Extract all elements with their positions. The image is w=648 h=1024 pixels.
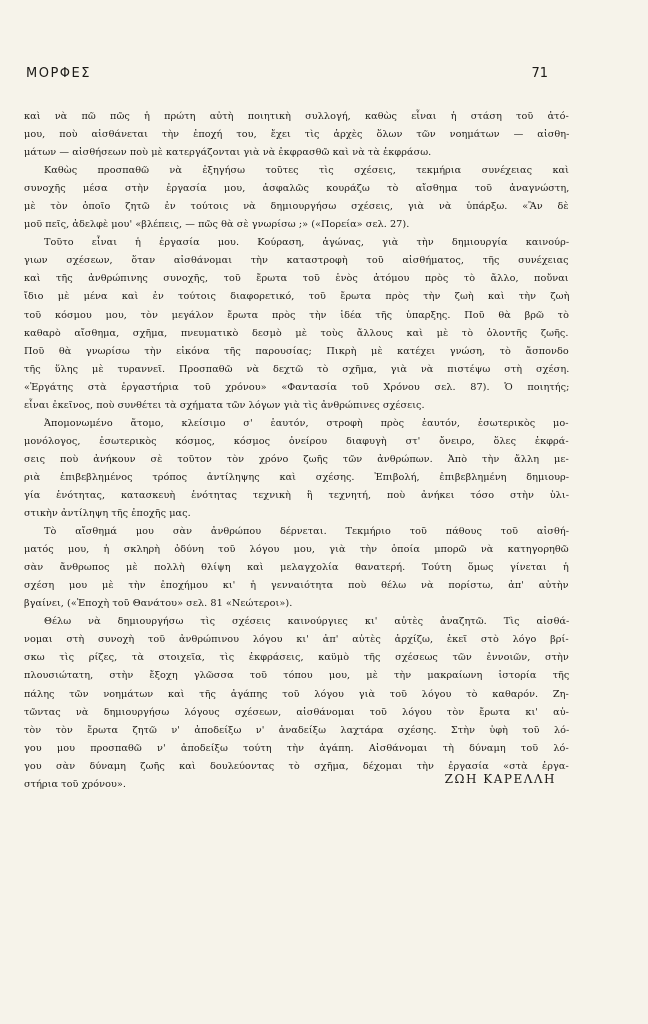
text-line: γιων σχέσεων, ὅταν αἰσθάνομαι τὴν καταστροφὴ τοῦ αἰσθήματος, τῆς συνέχειας — [24, 255, 569, 267]
author-signature: ΖΩΗ ΚΑΡΕΛΛΗ — [444, 772, 556, 786]
text-line: «Ἐργάτης στὰ ἐργαστήρια τοῦ χρόνου» «Φαντασία τοῦ Χρόνου σελ. 87). Ὁ ποιητής; — [24, 381, 570, 393]
text-line: σὰν ἄνθρωπος μὲ πολλὴ θλίψη καὶ μελαγχολία θανατερή. Τούτη ὅμως γίνεται ἡ — [24, 562, 569, 574]
text-line: Ποῦ θὰ γνωρίσω τὴν εἰκόνα τῆς παρουσίας; Πικρὴ μὲ κατέχει γνώση, τὸ ἄσπονδο — [24, 345, 569, 357]
text-line: τὸν τὸν ἔρωτα ζητῶ ν' ἀποδείξω ν' ἀναδείξω λαχτάρα σχέσης. Στὴν ὑφὴ τοῦ λό- — [24, 724, 570, 736]
text-line: καὶ τῆς ἀνθρώπινης συνοχῆς, τοῦ ἔρωτα τοῦ ἑνὸς ἀτόμου πρὸς τὸ ἄλλο, ποὔναι — [24, 273, 569, 285]
text-line: σκω τὶς ρίζες, τὰ στοιχεῖα, τὶς ἐκφράσεις, καϋμὸ τῆς σχέσεως τῶν ἐννοιῶν, στὴν — [24, 652, 569, 664]
text-line: στήρια τοῦ χρόνου». — [24, 778, 127, 790]
text-line: συνοχῆς μέσα στὴν ἐργασία μου, ἀσφαλῶς κουράζω τὸ αἴσθημα τοῦ ἀναγνώστη, — [24, 183, 570, 195]
text-line: τοῦ κόσμου μου, τὸν μεγάλον ἔρωτα πρὸς τὴν ἰδέα τῆς ὑπαρξης. Ποῦ θὰ βρῶ τὸ — [24, 309, 569, 321]
text-line: Ἀπομονωμένο ἄτομο, κλείσιμο σ' ἑαυτόν, στροφὴ πρὸς ἑαυτόν, ἐσωτερικὸς μο- — [44, 417, 569, 429]
text-line: μὲ τὸν ὁποῖο ζητῶ ἐν τούτοις νὰ δημιουργήσω σχέσεις, γιὰ νὰ ὑπάρξω. «Ἂν δὲ — [24, 201, 569, 213]
text-line: ματός μου, ἡ σκληρὴ ὀδύνη τοῦ λόγου μου, γιὰ τὴν ὁποία μπορῶ νὰ κατηγορηθῶ — [24, 544, 569, 556]
text-line: μάτων — αἰσθήσεων ποὺ μὲ κατεργάζονται γιὰ νὰ ἐκφρασθῶ καὶ νὰ τὰ ἐκφράσω. — [24, 147, 432, 159]
text-line: μονόλογος, ἐσωτερικὸς κόσμος, κόσμος ὀνείρου διαφυγὴ στ' ὄνειρο, ὅλες ἐκφρά- — [24, 435, 569, 447]
text-line: Τοῦτο εἶναι ἡ ἐργασία μου. Κούραση, ἀγώνας, γιὰ τὴν δημιουργία καινούρ- — [44, 237, 570, 249]
text-line: Θέλω νὰ δημιουργήσω τὶς σχέσεις καινούργιες κι' αὐτὲς ἀναζητῶ. Τὶς αἰσθά- — [44, 616, 570, 628]
page-header — [26, 66, 548, 86]
text-line: Καθὼς προσπαθῶ νὰ ἐξηγήσω τοῦτες τὶς σχέσεις, τεκμήρια συνέχειας καὶ — [44, 165, 569, 177]
text-line: σεις ποὺ ἀνήκουν σὲ τοῦτον τὸν χρόνο ζωῆς τῶν ἀνθρώπων. Ἀπὸ τὴν ἄλλη με- — [24, 453, 569, 465]
text-line: καὶ νὰ πῶ πῶς ἡ πρώτη αὐτὴ ποιητικὴ συλλογή, καθὼς εἶναι ἡ στάση τοῦ ἀτό- — [24, 111, 569, 122]
text-line: μοῦ πεῖς, ἀδελφὲ μου' «βλέπεις, — πῶς θὰ σὲ γνωρίσω ;» («Πορεία» σελ. 27). — [24, 219, 410, 231]
text-line: ἴδιο μὲ μένα καὶ ἐν τούτοις διαφορετικό, τοῦ ἔρωτα πρὸς τὴν ζωὴ καὶ τὴν ζωὴ — [24, 291, 570, 303]
text-line: πάλης τῶν νοημάτων καὶ τῆς ἀγάπης τοῦ λόγου γιὰ τοῦ λόγου τὸ καθαρόν. Ζη- — [24, 688, 569, 700]
page-number: 71 — [531, 66, 548, 81]
text-line: νομαι στὴ συνοχὴ τοῦ ἀνθρώπινου λόγου κι' ἀπ' αὐτὲς ἀρχίζω, ἐκεῖ στὸ λόγο βρί- — [24, 634, 569, 646]
text-line: ριὰ ἐπιβεβλημένος τρόπος ἀντίληψης καὶ σχέσης. Ἐπιβολή, ἐπιβεβλημένη δημιουρ- — [24, 471, 570, 483]
text-line: μου, ποὺ αἰσθάνεται τὴν ἐποχή του, ἔχει τὶς ἀρχὲς ὅλων τῶν νοημάτων — αἰσθη- — [24, 129, 570, 141]
text-line: τῆς ὕλης μὲ τυραννεῖ. Προσπαθῶ νὰ δεχτῶ τὸ σχῆμα, γιὰ νὰ πιστέψω στὴ σχέση. — [24, 363, 570, 375]
text-line: γία ἑνότητας, κατασκευὴ ἑνότητας τεχνικὴ ἢ τεχνητή, ποὺ ἀνήκει τόσο στὴν ὑλι- — [24, 489, 570, 501]
article-body — [24, 108, 569, 794]
text-line: πλουσιώτατη, στὴν ἔξοχη γλῶσσα τοῦ τόπου μου, μὲ τὴν μακραίωνη ἱστορία τῆς — [24, 670, 570, 682]
text-line: σχέση μου μὲ τὴν ἐποχήμου κι' ἡ γενναιότητα ποὺ θέλω νὰ πορίστω, ἀπ' αὐτὴν — [24, 580, 569, 592]
text-line: εἶναι ἐκεῖνος, ποὺ συνθέτει τὰ σχήματα τῶν λόγων γιὰ τὶς ἀνθρώπινες σχέσεις. — [24, 399, 425, 411]
text-line: βγαίνει, («Ἐποχὴ τοῦ Θανάτου» σελ. 81 «Νεώτεροι»). — [24, 598, 293, 610]
text-line: γου μου προσπαθῶ ν' ἀποδείξω τούτη τὴν ἀγάπη. Αἰσθάνομαι τὴ δύναμη τοῦ λό- — [24, 742, 569, 754]
running-head: ΜΟΡΦΕΣ — [26, 66, 91, 81]
text-line: τῶντας νὰ δημιουργήσω λόγους σχέσεων, αἰσθάνομαι τοῦ λόγου τὸν ἔρωτα κι' αὐ- — [24, 706, 569, 718]
text-line: Τὸ αἴσθημά μου σὰν ἀνθρώπου δέρνεται. Τεκμήριο τοῦ πάθους τοῦ αἰσθή- — [44, 526, 570, 538]
text-line: γου σὰν δύναμη ζωῆς καὶ δουλεύοντας τὸ σχῆμα, δέχομαι τὴν ἐργασία «στὰ ἐργα- — [24, 760, 569, 772]
text-line: καθαρὸ αἴσθημα, σχῆμα, πνευματικὸ δεσμὸ μὲ τοὺς ἄλλους καὶ μὲ τὸ ὁλοντῆς ζωῆς. — [24, 327, 569, 339]
text-line: στικὴν ἀντίληψη τῆς ἐποχῆς μας. — [24, 508, 191, 520]
